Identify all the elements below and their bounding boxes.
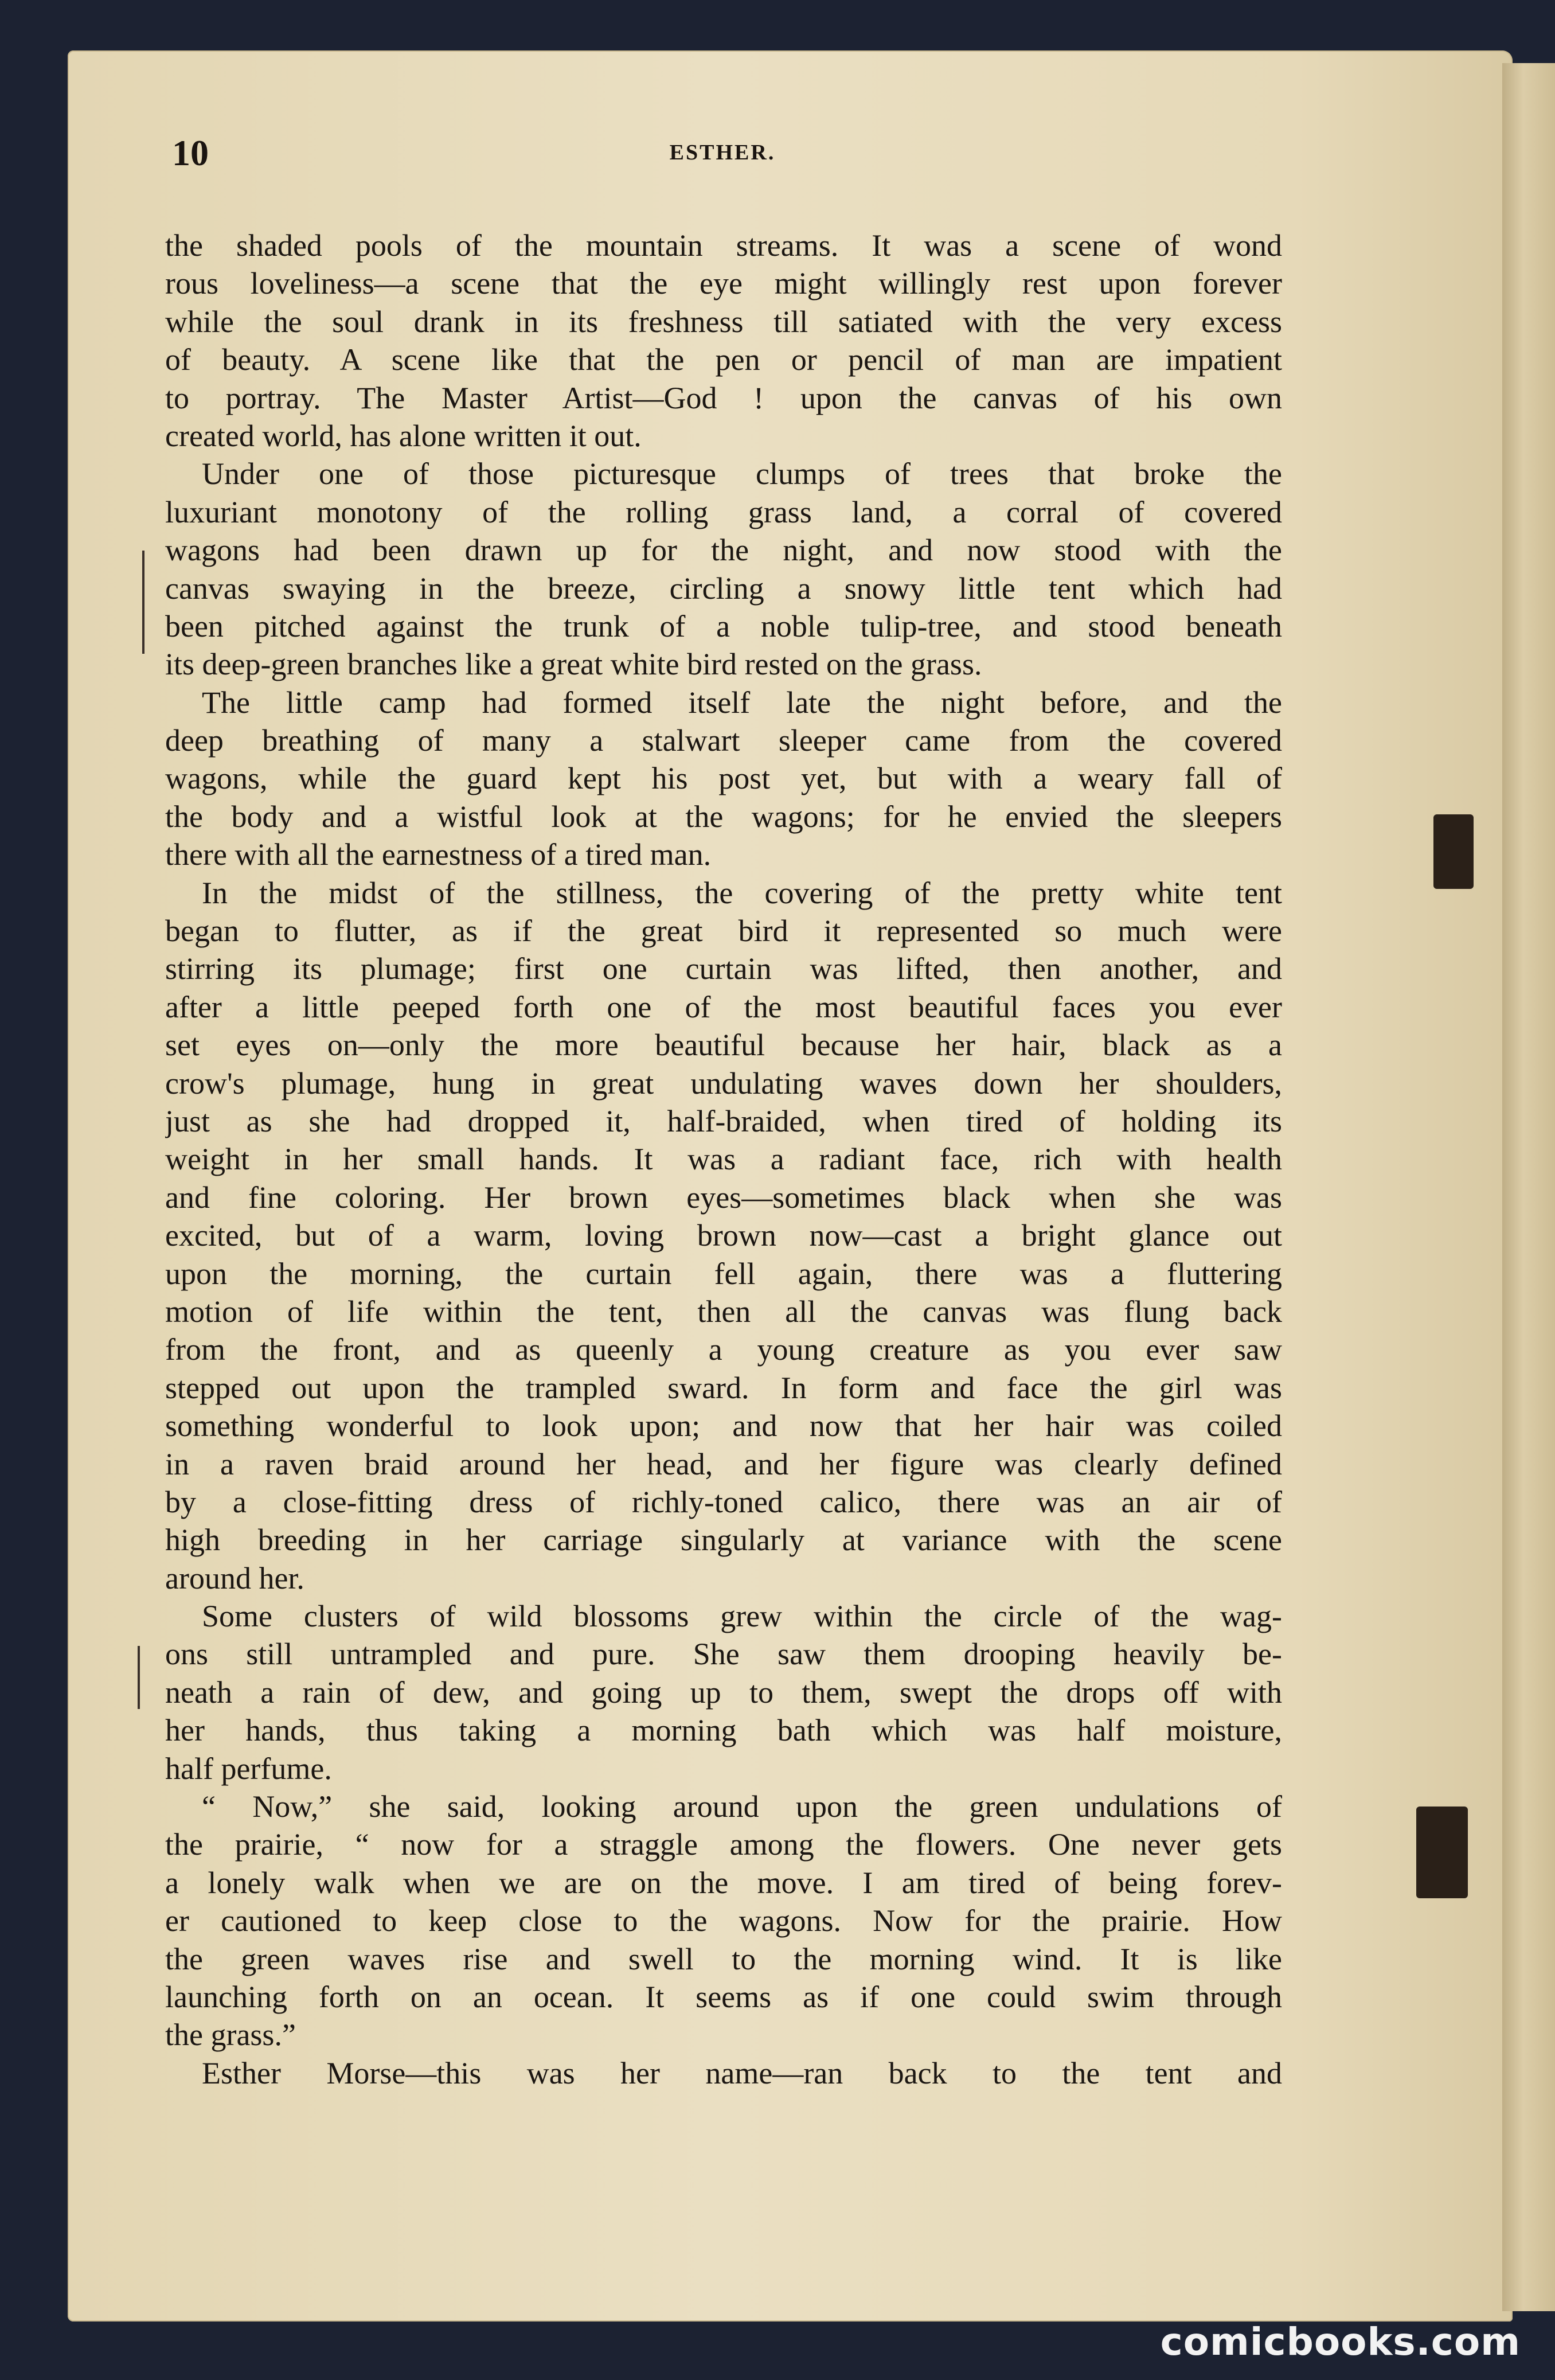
- facing-page-edge: [1502, 63, 1555, 2311]
- text-line: and fine coloring. Her brown eyes—sometimes black when she was: [165, 1180, 1282, 1215]
- text-line: upon the morning, the curtain fell again, there was a fluttering: [165, 1256, 1282, 1291]
- text-line: the green waves rise and swell to the morning wind. It is like: [165, 1941, 1282, 1976]
- text-line: been pitched against the trunk of a noble tulip-tree, and stood beneath: [165, 608, 1282, 643]
- text-line: In the midst of the stillness, the covering of the pretty white tent: [202, 875, 1282, 910]
- text-line: canvas swaying in the breeze, circling a snowy little tent which had: [165, 571, 1282, 606]
- text-line: er cautioned to keep close to the wagons. Now for the prairie. How: [165, 1903, 1282, 1938]
- text-line: the shaded pools of the mountain streams. It was a scene of wond: [165, 228, 1282, 263]
- text-line: crow's plumage, hung in great undulating waves down her shoulders,: [165, 1066, 1282, 1101]
- text-line: the prairie, “ now for a straggle among the flowers. One never gets: [165, 1827, 1282, 1862]
- text-line: to portray. The Master Artist—God ! upon the canvas of his own: [165, 380, 1282, 415]
- text-line: in a raven braid around her head, and her figure was clearly defined: [165, 1446, 1282, 1481]
- running-head: ESTHER.: [669, 141, 776, 165]
- text-line: set eyes on—only the more beautiful because her hair, black as a: [165, 1028, 1282, 1063]
- binding-tear-lower: [1416, 1807, 1468, 1898]
- text-line: something wonderful to look upon; and now that her hair was coiled: [165, 1409, 1282, 1443]
- text-line: excited, but of a warm, loving brown now—cast a bright glance out: [165, 1218, 1282, 1253]
- text-line: by a close-fitting dress of richly-toned calico, there was an air of: [165, 1484, 1282, 1519]
- text-line: there with all the earnestness of a tired man.: [165, 837, 712, 872]
- text-line: high breeding in her carriage singularly at variance with the scene: [165, 1523, 1282, 1558]
- body-text: [165, 227, 1282, 2092]
- text-line: stepped out upon the trampled sward. In form and face the girl was: [165, 1370, 1282, 1405]
- text-line: weight in her small hands. It was a radiant face, rich with health: [165, 1142, 1282, 1177]
- margin-mark-upper: [142, 551, 144, 654]
- page-number: 10: [172, 132, 209, 173]
- text-line: The little camp had formed itself late the night before, and the: [202, 685, 1282, 720]
- text-line: Esther Morse—this was her name—ran back to the tent and: [202, 2055, 1282, 2090]
- text-line: luxuriant monotony of the rolling grass land, a corral of covered: [165, 494, 1282, 529]
- text-line: Under one of those picturesque clumps of trees that broke the: [202, 457, 1282, 491]
- text-line: neath a rain of dew, and going up to them, swept the drops off with: [165, 1675, 1282, 1710]
- page-header: [172, 132, 1273, 178]
- text-line: her hands, thus taking a morning bath which was half moisture,: [165, 1713, 1282, 1748]
- text-line: motion of life within the tent, then all the canvas was flung back: [165, 1294, 1282, 1329]
- text-line: ons still untrampled and pure. She saw them drooping heavily be-: [165, 1637, 1282, 1672]
- text-line: “ Now,” she said, looking around upon the green undulations of: [202, 1789, 1282, 1824]
- text-line: its deep-green branches like a great white bird rested on the grass.: [165, 647, 982, 682]
- text-line: created world, has alone written it out.: [165, 418, 642, 453]
- margin-mark-lower: [138, 1646, 140, 1709]
- text-line: half perfume.: [165, 1751, 332, 1786]
- text-line: wagons, while the guard kept his post yet, but with a weary fall of: [165, 761, 1282, 796]
- text-line: stirring its plumage; first one curtain was lifted, then another, and: [165, 951, 1282, 986]
- watermark: comicbooks.com: [1160, 2320, 1521, 2364]
- text-line: the grass.”: [165, 2018, 296, 2053]
- text-line: from the front, and as queenly a young creature as you ever saw: [165, 1332, 1282, 1367]
- text-line: around her.: [165, 1560, 304, 1595]
- text-line: of beauty. A scene like that the pen or pencil of man are impatient: [165, 342, 1282, 377]
- text-line: deep breathing of many a stalwart sleeper came from the covered: [165, 723, 1282, 758]
- text-line: rous loveliness—a scene that the eye might willingly rest upon forever: [165, 266, 1282, 301]
- text-line: while the soul drank in its freshness till satiated with the very excess: [165, 304, 1282, 339]
- text-line: Some clusters of wild blossoms grew within the circle of the wag-: [202, 1599, 1282, 1634]
- text-line: began to flutter, as if the great bird it represented so much were: [165, 914, 1282, 949]
- text-line: wagons had been drawn up for the night, and now stood with the: [165, 533, 1282, 568]
- text-line: just as she had dropped it, half-braided, when tired of holding its: [165, 1103, 1282, 1138]
- text-line: launching forth on an ocean. It seems as if one could swim through: [165, 1979, 1282, 2014]
- text-line: after a little peeped forth one of the most beautiful faces you ever: [165, 989, 1282, 1024]
- text-line: the body and a wistful look at the wagons; for he envied the sleepers: [165, 799, 1282, 834]
- text-line: a lonely walk when we are on the move. I am tired of being forev-: [165, 1865, 1282, 1900]
- binding-tear-upper: [1433, 814, 1474, 889]
